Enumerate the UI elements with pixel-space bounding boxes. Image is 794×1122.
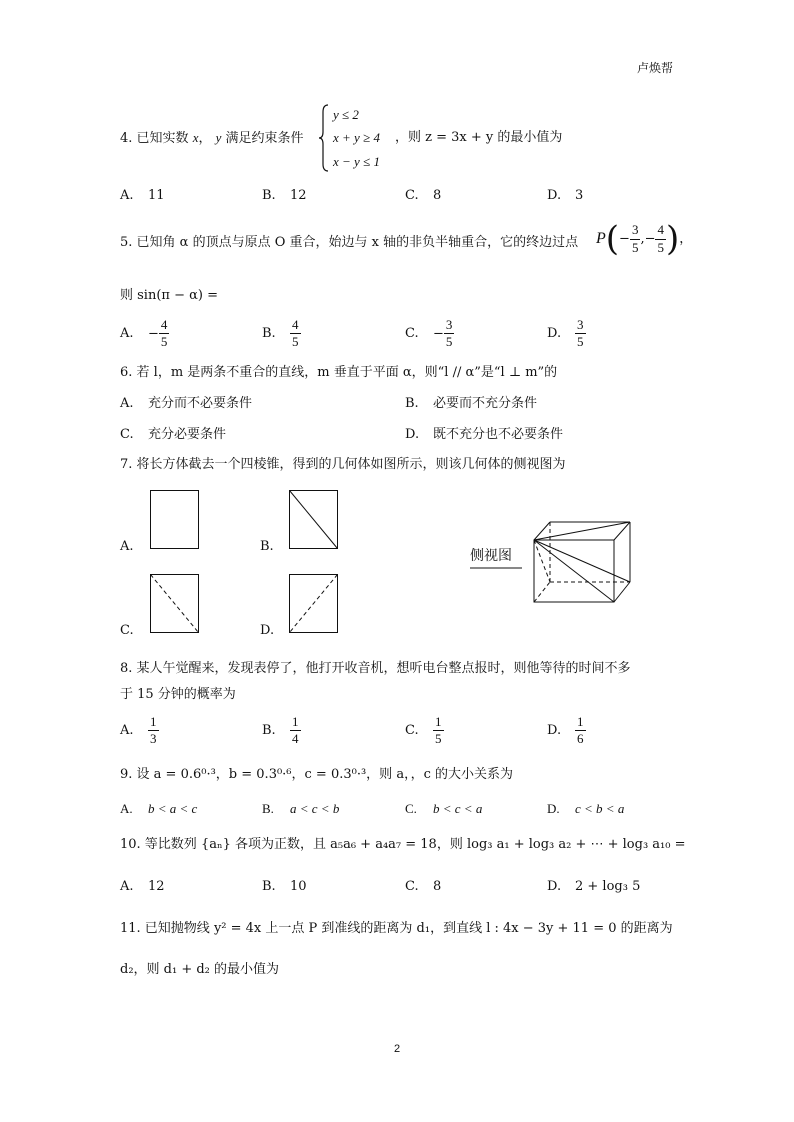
q7-option-d-figure — [289, 574, 339, 634]
q8-option-a: A. $\frac{1}{3}$ — [120, 714, 157, 747]
q9-option-b: B. a < c < b — [262, 801, 340, 816]
q10-option-b: B. 10 — [262, 879, 307, 894]
q5-stem: 5. 已知角 α 的顶点与原点 O 重合，始边与 x 轴的非负半轴重合，它的终边过点 — [120, 235, 579, 250]
q4-option-a: A. 11 — [120, 188, 165, 203]
q10-option-a: A. 12 — [120, 879, 165, 894]
q9-stem: 9. 设 a = 0.6⁰·³，b = 0.3⁰·⁶，c = 0.3⁰·³，则 a，，c 的大小关系为 — [120, 767, 513, 782]
q5-line2: 则 sin(π − α) = — [120, 288, 218, 303]
q5-option-c: C. − $\frac{3}{5}$ — [405, 317, 453, 350]
q5-option-b: B. $\frac{4}{5}$ — [262, 317, 299, 350]
q8-option-b: B. $\frac{1}{4}$ — [262, 714, 299, 747]
q7-option-c-figure — [150, 574, 200, 634]
q5-point: P(− $\frac{3}{5}$ ,− $\frac{4}{5}$ )， — [596, 219, 693, 259]
q7-stem: 7. 将长方体截去一个四棱锥，得到的几何体如图所示，则该几何体的侧视图为 — [120, 457, 566, 472]
q4-constraint-1: y ≤ 2 — [333, 107, 359, 122]
q4-stem-prefix: 4. 已知实数 x， y 满足约束条件 — [120, 130, 304, 146]
q7-option-a-letter: A. — [120, 539, 134, 554]
q7-view-label: 侧视图 — [470, 548, 512, 564]
q7-option-d-letter: D. — [260, 623, 275, 638]
q5-option-a: A. − $\frac{4}{5}$ — [120, 317, 168, 350]
q7-option-a-figure — [150, 490, 200, 550]
q9-option-c: C. b < c < a — [405, 801, 483, 816]
q11-line1: 11. 已知抛物线 y² = 4x 上一点 P 到准线的距离为 d₁，到直线 l : 4x − 3y + 11 = 0 的距离为 — [120, 921, 673, 936]
q4-objective: ，则 z = 3x + y 的最小值为 — [395, 130, 563, 145]
q7-option-c-letter: C. — [120, 623, 134, 638]
page-number: 2 — [394, 1043, 401, 1055]
header-author: 卢焕帮 — [637, 61, 674, 75]
q8-line2: 于 15 分钟的概率为 — [120, 687, 236, 702]
q4-option-d: D. 3 — [547, 188, 584, 203]
q6-option-c: C. 充分必要条件 — [120, 427, 227, 442]
q8-option-c: C. $\frac{1}{5}$ — [405, 714, 442, 747]
q10-stem: 10. 等比数列 {aₙ} 各项为正数，且 a₅a₆ + a₄a₇ = 18，则 log₃ a₁ + log₃ a₂ + ⋯ + log₃ a₁₀ = — [120, 837, 686, 852]
q4-constraint-2: x + y ≥ 4 — [333, 130, 380, 145]
q10-option-d: D. 2 + log₃ 5 — [547, 879, 641, 894]
q4-option-c: C. 8 — [405, 188, 442, 203]
q10-option-c: C. 8 — [405, 879, 442, 894]
q9-option-a: A. b < a < c — [120, 801, 198, 816]
q4-brace — [318, 104, 330, 172]
q9-option-d: D. c < b < a — [547, 801, 625, 816]
q7-option-b-letter: B. — [260, 539, 274, 554]
q7-solid-figure — [528, 518, 633, 606]
q11-line2: d₂，则 d₁ + d₂ 的最小值为 — [120, 962, 280, 977]
q4-constraint-3: x − y ≤ 1 — [333, 154, 380, 169]
q6-option-b: B. 必要而不充分条件 — [405, 396, 538, 411]
q8-line1: 8. 某人午觉醒来，发现表停了，他打开收音机，想听电台整点报时，则他等待的时间不多 — [120, 661, 631, 676]
q7-arrow-icon — [470, 567, 530, 571]
q6-stem: 6. 若 l，m 是两条不重合的直线，m 垂直于平面 α，则“l // α”是“l ⊥ m”的 — [120, 365, 558, 380]
q6-option-a: A. 充分而不必要条件 — [120, 396, 253, 411]
q4-option-b: B. 12 — [262, 188, 307, 203]
q6-option-d: D. 既不充分也不必要条件 — [405, 427, 564, 442]
q7-option-b-figure — [289, 490, 339, 550]
q8-option-d: D. $\frac{1}{6}$ — [547, 714, 584, 747]
q5-option-d: D. $\frac{3}{5}$ — [547, 317, 584, 350]
